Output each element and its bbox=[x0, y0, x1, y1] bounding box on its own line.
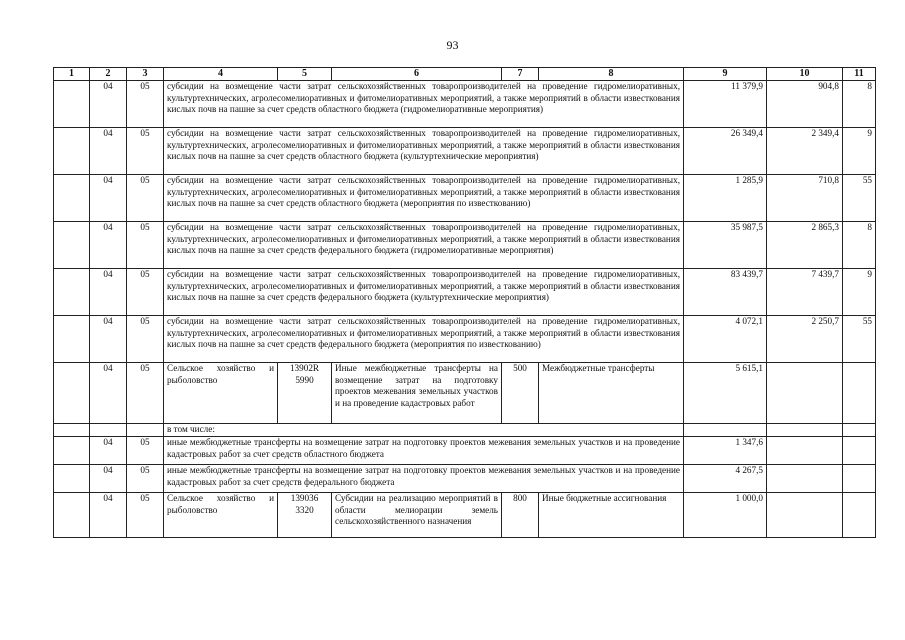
code-11 bbox=[843, 363, 876, 424]
expense-type-name: Иные бюджетные ассигнования bbox=[539, 493, 684, 538]
subsection-code: 05 bbox=[127, 465, 164, 493]
cell-empty bbox=[90, 424, 127, 437]
target-code: 13902R 5990 bbox=[278, 363, 332, 424]
cell-empty bbox=[54, 465, 90, 493]
table-row bbox=[54, 493, 876, 538]
section-code: 04 bbox=[90, 437, 127, 465]
subsection-code: 05 bbox=[127, 437, 164, 465]
amount: 26 349,4 bbox=[684, 128, 767, 175]
code-11: 55 bbox=[843, 316, 876, 363]
cell-empty bbox=[767, 437, 843, 465]
cell-empty bbox=[843, 437, 876, 465]
section-code: 04 bbox=[90, 175, 127, 222]
table-row bbox=[54, 424, 876, 437]
budget-table bbox=[53, 67, 876, 538]
code-11: 9 bbox=[843, 128, 876, 175]
page-number: 93 bbox=[446, 38, 459, 52]
table-row bbox=[54, 128, 876, 175]
table-row bbox=[54, 363, 876, 424]
subsection-code: 05 bbox=[127, 81, 164, 128]
amount: 1 000,0 bbox=[684, 493, 767, 538]
amount-2: 2 349,4 bbox=[767, 128, 843, 175]
table-row bbox=[54, 437, 876, 465]
cell-empty bbox=[54, 424, 90, 437]
amount-2: 2 250,7 bbox=[767, 316, 843, 363]
amount: 5 615,1 bbox=[684, 363, 767, 424]
description: субсидии на возмещение части затрат сельскохозяйственных товаропроизводителей на проведение гидромелиоративных, культуртехнических, агролесомелиоративных и фитомелиоративных мероприятий, а также мероприятий в области известкования кислых почв на пашне за счет средств областного бюджета (культуртехнические мероприятия) bbox=[164, 128, 684, 175]
section-code: 04 bbox=[90, 128, 127, 175]
code-11 bbox=[843, 493, 876, 538]
subsection-code: 05 bbox=[127, 269, 164, 316]
table-row bbox=[54, 316, 876, 363]
header-cell: 9 bbox=[684, 68, 767, 81]
code-11: 8 bbox=[843, 81, 876, 128]
description: субсидии на возмещение части затрат сельскохозяйственных товаропроизводителей на проведение гидромелиоративных, культуртехнических, агролесомелиоративных и фитомелиоративных мероприятий, а также мероприятий в области известкования кислых почв на пашне за счет средств областного бюджета (мероприятия по известкованию) bbox=[164, 175, 684, 222]
cell-empty bbox=[54, 269, 90, 316]
section-code: 04 bbox=[90, 81, 127, 128]
amount: 11 379,9 bbox=[684, 81, 767, 128]
amount: 1 285,9 bbox=[684, 175, 767, 222]
cell-empty bbox=[767, 424, 843, 437]
header-row bbox=[54, 68, 876, 81]
amount: 1 347,6 bbox=[684, 437, 767, 465]
amount-2 bbox=[767, 493, 843, 538]
cell-empty bbox=[684, 424, 767, 437]
section-name: Сельское хозяйство и рыболовство bbox=[164, 363, 278, 424]
amount: 4 072,1 bbox=[684, 316, 767, 363]
cell-empty bbox=[127, 424, 164, 437]
cell-empty bbox=[54, 81, 90, 128]
cell-empty bbox=[54, 222, 90, 269]
header-cell: 5 bbox=[278, 68, 332, 81]
amount-2: 904,8 bbox=[767, 81, 843, 128]
description: иные межбюджетные трансферты на возмещение затрат на подготовку проектов межевания земельных участков и на проведение кадастровых работ за счет средств областного бюджета bbox=[164, 437, 684, 465]
header-cell: 2 bbox=[90, 68, 127, 81]
table-row bbox=[54, 269, 876, 316]
header-cell: 1 bbox=[54, 68, 90, 81]
cell-empty bbox=[54, 316, 90, 363]
section-code: 04 bbox=[90, 316, 127, 363]
header-cell: 10 bbox=[767, 68, 843, 81]
amount: 4 267,5 bbox=[684, 465, 767, 493]
expense-description: Иные межбюджетные трансферты на возмещение затрат на подготовку проектов межевания земельных участков и на проведение кадастровых работ bbox=[332, 363, 502, 424]
description: субсидии на возмещение части затрат сельскохозяйственных товаропроизводителей на проведение гидромелиоративных, культуртехнических, агролесомелиоративных и фитомелиоративных мероприятий, а также мероприятий в области известкования кислых почв на пашне за счет средств областного бюджета (гидромелиоративные мероприятия) bbox=[164, 81, 684, 128]
cell-empty bbox=[767, 465, 843, 493]
amount: 35 987,5 bbox=[684, 222, 767, 269]
cell-empty bbox=[54, 128, 90, 175]
description: субсидии на возмещение части затрат сельскохозяйственных товаропроизводителей на проведение гидромелиоративных, культуртехнических, агролесомелиоративных и фитомелиоративных мероприятий, а также мероприятий в области известкования кислых почв на пашне за счет средств федерального бюджета (культуртехнические мероприятия) bbox=[164, 269, 684, 316]
amount-2: 2 865,3 bbox=[767, 222, 843, 269]
cell-empty bbox=[54, 363, 90, 424]
subsection-code: 05 bbox=[127, 222, 164, 269]
header-cell: 7 bbox=[502, 68, 539, 81]
expense-type-name: Межбюджетные трансферты bbox=[539, 363, 684, 424]
header-cell: 3 bbox=[127, 68, 164, 81]
header-cell: 4 bbox=[164, 68, 278, 81]
header-cell: 8 bbox=[539, 68, 684, 81]
header-cell: 6 bbox=[332, 68, 502, 81]
table-row bbox=[54, 81, 876, 128]
subsection-code: 05 bbox=[127, 128, 164, 175]
amount-2 bbox=[767, 363, 843, 424]
subsection-code: 05 bbox=[127, 316, 164, 363]
amount-2: 7 439,7 bbox=[767, 269, 843, 316]
table-row bbox=[54, 175, 876, 222]
description: субсидии на возмещение части затрат сельскохозяйственных товаропроизводителей на проведение гидромелиоративных, культуртехнических, агролесомелиоративных и фитомелиоративных мероприятий, а также мероприятий в области известкования кислых почв на пашне за счет средств федерального бюджета (мероприятия по известкованию) bbox=[164, 316, 684, 363]
subsection-code: 05 bbox=[127, 493, 164, 538]
cell-empty bbox=[54, 175, 90, 222]
including-label: в том числе: bbox=[164, 424, 684, 437]
amount-2: 710,8 bbox=[767, 175, 843, 222]
table-row bbox=[54, 465, 876, 493]
cell-empty bbox=[843, 465, 876, 493]
section-code: 04 bbox=[90, 465, 127, 493]
cell-empty bbox=[843, 424, 876, 437]
expense-description: Субсидии на реализацию мероприятий в области мелиорации земель сельскохозяйственного назначения bbox=[332, 493, 502, 538]
header-cell: 11 bbox=[843, 68, 876, 81]
expense-type-code: 800 bbox=[502, 493, 539, 538]
subsection-code: 05 bbox=[127, 363, 164, 424]
expense-type-code: 500 bbox=[502, 363, 539, 424]
code-11: 9 bbox=[843, 269, 876, 316]
description: иные межбюджетные трансферты на возмещение затрат на подготовку проектов межевания земельных участков и на проведение кадастровых работ за счет средств федерального бюджета bbox=[164, 465, 684, 493]
cell-empty bbox=[54, 437, 90, 465]
code-11: 55 bbox=[843, 175, 876, 222]
table-row bbox=[54, 222, 876, 269]
target-code: 139036 3320 bbox=[278, 493, 332, 538]
code-11: 8 bbox=[843, 222, 876, 269]
subsection-code: 05 bbox=[127, 175, 164, 222]
description: субсидии на возмещение части затрат сельскохозяйственных товаропроизводителей на проведение гидромелиоративных, культуртехнических, агролесомелиоративных и фитомелиоративных мероприятий, а также мероприятий в области известкования кислых почв на пашне за счет средств федерального бюджета (гидромелиоративные мероприятия) bbox=[164, 222, 684, 269]
section-code: 04 bbox=[90, 269, 127, 316]
section-name: Сельское хозяйство и рыболовство bbox=[164, 493, 278, 538]
section-code: 04 bbox=[90, 493, 127, 538]
cell-empty bbox=[54, 493, 90, 538]
section-code: 04 bbox=[90, 222, 127, 269]
amount: 83 439,7 bbox=[684, 269, 767, 316]
section-code: 04 bbox=[90, 363, 127, 424]
